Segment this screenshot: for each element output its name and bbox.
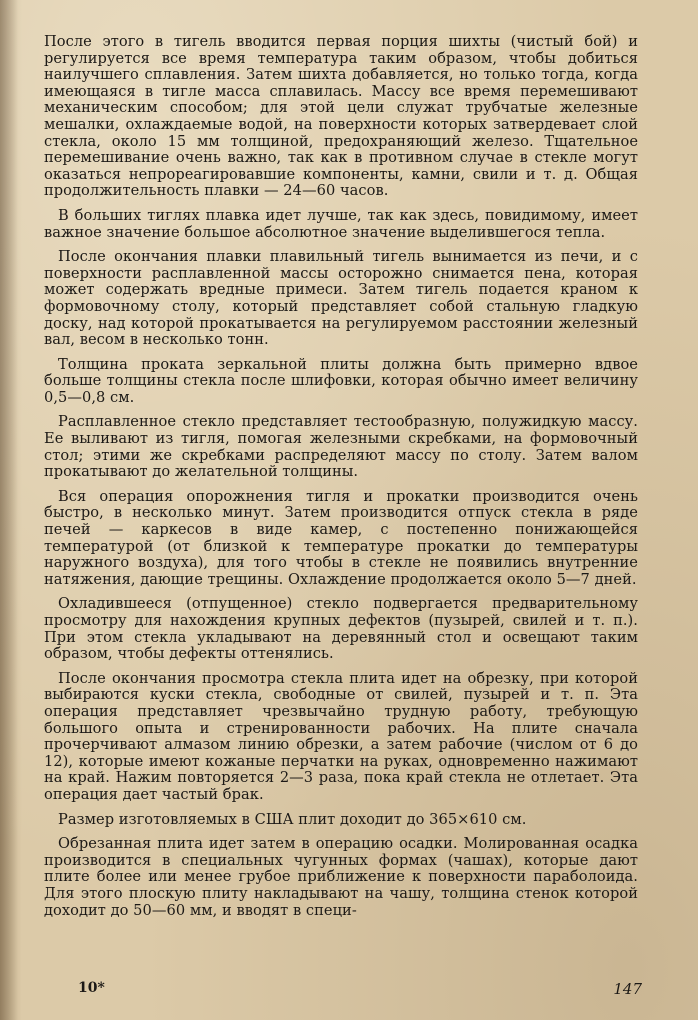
paragraph-5: Расплавленное стекло представляет тестообразную, полужидкую массу. Ее выливают из тигля, помогая железными скребками, на формовочный стол; этими же скребками распределяют массу по столу. Затем валом прокатывают до желательной толщины.: [44, 413, 638, 481]
paragraph-8: После окончания просмотра стекла плита идет на обрезку, при которой выбираются куски стекла, свободные от свилей, пузырей и т. п. Эта операция представляет чрезвычайно трудную работу, требующую большого опыта и стренированности рабочих. На плите сначала прочерчивают алмазом линию обрезки, а затем рабочие (числом от 6 до 12), которые имеют кожаные перчатки на руках, одновременно нажимают на край. Нажим повторяется 2—3 раза, пока край стекла не отлетает. Эта операция дает частый брак.: [44, 669, 638, 803]
page-number: 147: [613, 980, 642, 998]
paragraph-1: После этого в тигель вводится первая порция шихты (чистый бой) и регулируется все время температура таким образом, чтобы добиться наилучшего сплавления. Затем шихта добавляется, но только тогда, когда имеющаяся в тигле масса сплавилась. Массу все время перемешивают механическим способом; для этой цели служат трубчатые железные мешалки, охлаждаемые водой, на поверхности которых затвердевает слой стекла, около 15 мм толщиной, предохраняющий железо. Тщательное перемешивание очень важно, так как в противном случае в стекле могут оказаться непрореагировавшие компоненты, камни, свили и т. д. Общая продолжительность плавки — 24—60 часов.: [44, 33, 638, 200]
page-footer: [78, 980, 642, 1002]
page-body: [44, 34, 638, 927]
page-edge-shadow: [0, 0, 18, 1020]
paragraph-4: Толщина проката зеркальной плиты должна быть примерно вдвое больше толщины стекла после шлифовки, которая обычно имеет величину 0,5—0,8 см.: [44, 355, 638, 406]
paragraph-10: Обрезанная плита идет затем в операцию осадки. Молированная осадка производится в специальных чугунных формах (чашах), которые дают плите более или менее грубое приближение к поверхности параболоида. Для этого плоскую плиту накладывают на чашу, толщина стенок которой доходит до 50—60 мм, и вводят в специ-: [44, 835, 638, 919]
paragraph-2: В больших тиглях плавка идет лучше, так как здесь, повидимому, имеет важное значение большое абсолютное значение выделившегося тепла.: [44, 206, 638, 241]
paragraph-7: Охладившееся (отпущенное) стекло подвергается предварительному просмотру для нахождения крупных дефектов (пузырей, свилей и т. п.). При этом стекла укладывают на деревянный стол и освещают таким образом, чтобы дефекты оттенялись.: [44, 595, 638, 663]
paragraph-3: После окончания плавки плавильный тигель вынимается из печи, и с поверхности расплавленной массы осторожно снимается пена, которая может содержать вредные примеси. Затем тигель подается краном к формовочному столу, который представляет собой стальную гладкую доску, над которой прокатывается на регулируемом расстоянии железный вал, весом в несколько тонн.: [44, 248, 638, 349]
printer-signature: 10*: [78, 980, 105, 996]
paragraph-9: Размер изготовляемых в США плит доходит до 365×610 см.: [58, 810, 527, 828]
paragraph-6: Вся операция опорожнения тигля и прокатки производится очень быстро, в несколько минут. Затем производится отпуск стекла в ряде печей — каркесов в виде камер, с постепенно понижающейся температурой (от близкой к температуре прокатки до температуры наружного воздуха), для того чтобы в стекле не появились внутренние натяжения, дающие трещины. Охлаждение продолжается около 5—7 дней.: [44, 487, 638, 588]
